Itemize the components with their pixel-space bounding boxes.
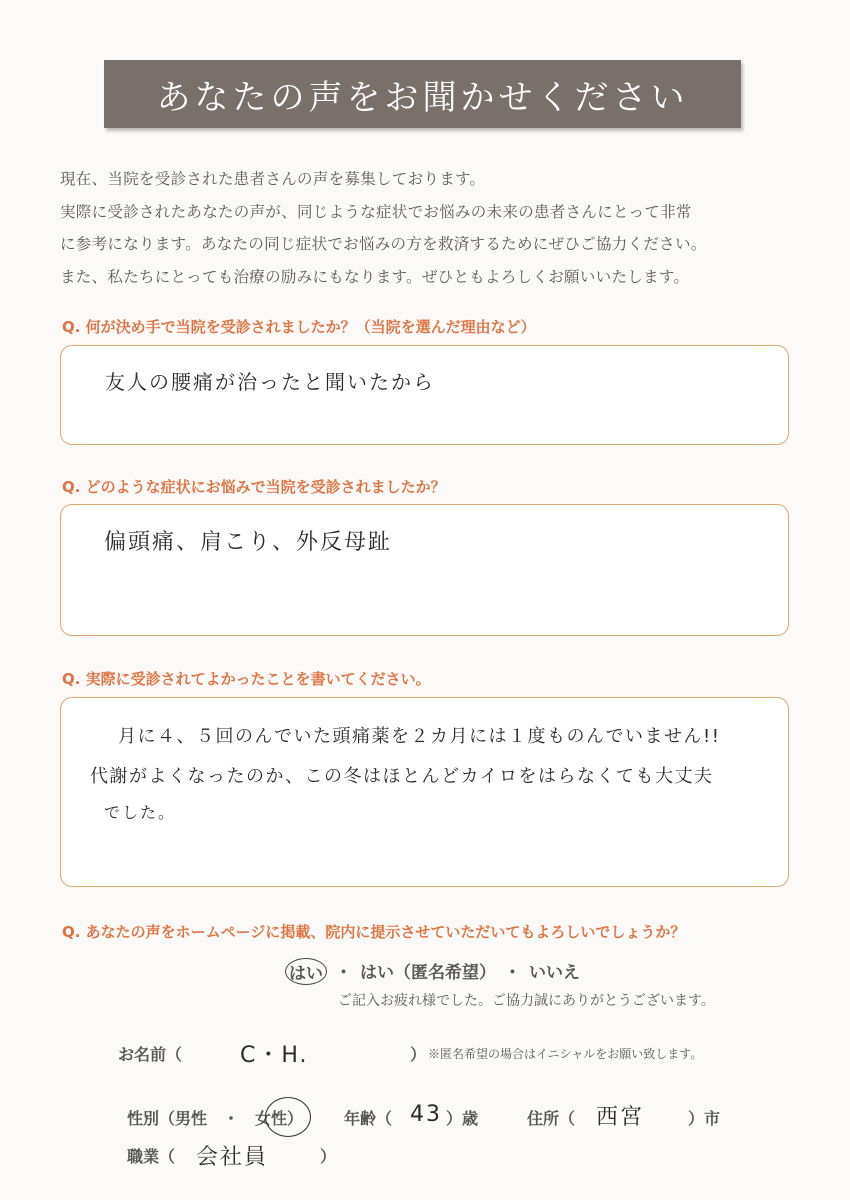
answer-box-1[interactable] [60, 345, 789, 445]
job-label: 職業（ [127, 1147, 176, 1166]
intro-line: に参考になります。あなたの同じ症状でお悩みの方を救済するためにぜひご協力ください。 [60, 235, 707, 253]
gender-circle-mark [265, 1097, 311, 1137]
name-label: お名前（ [118, 1045, 183, 1064]
answer-3-line-1: 月に４、５回のんでいた頭痛薬を２カ月には１度ものんでいません!! [118, 726, 721, 747]
name-note: ※匿名希望の場合はイニシャルをお願い致します。 [428, 1047, 703, 1061]
address-suffix: ）市 [688, 1109, 721, 1128]
question-2: Q. どのような症状にお悩みで当院を受診されましたか？ [62, 478, 446, 496]
age-label: 年齢（ [344, 1109, 393, 1128]
option-separator: ・ [335, 963, 352, 983]
answer-3-line-2: 代謝がよくなったのか、この冬はほとんどカイロをはらなくても大丈夫 [90, 766, 714, 787]
thanks-text: ご記入お疲れ様でした。ご協力誠にありがとうございます。 [338, 993, 715, 1009]
answer-2-text: 偏頭痛、肩こり、外反母趾 [104, 530, 393, 555]
job-close: ） [320, 1147, 337, 1166]
question-3: Q. 実際に受診されてよかったことを書いてください。 [62, 670, 431, 688]
answer-box-2[interactable] [60, 504, 789, 636]
option-no[interactable]: いいえ [529, 963, 580, 983]
age-suffix: ）歳 [446, 1109, 479, 1128]
title-banner [104, 60, 741, 128]
name-value[interactable]: C・H. [240, 1043, 309, 1068]
name-close: ） [410, 1045, 427, 1064]
answer-1-text: 友人の腰痛が治ったと聞いたから [105, 370, 435, 394]
job-value[interactable]: 会社員 [196, 1145, 269, 1170]
answer-3-line-3: でした。 [104, 803, 177, 822]
intro-text [60, 163, 800, 293]
consent-options [285, 958, 580, 985]
age-value[interactable]: 43 [410, 1102, 442, 1127]
gender-label: 性別（男性 ・ 女性） [127, 1109, 304, 1128]
question-4: Q. あなたの声をホームページに掲載、院内に提示させていただいてもよろしいでしょうか？ [62, 923, 686, 941]
intro-line: また、私たちにとっても治療の励みにもなります。ぜひともよろしくお願いいたします。 [60, 267, 690, 286]
intro-line: 現在、当院を受診された患者さんの声を募集しております。 [60, 170, 486, 188]
option-yes[interactable]: はい [285, 958, 327, 985]
intro-line: 実際に受診されたあなたの声が、同じような症状でお悩みの未来の患者さんにとって非常 [60, 202, 692, 221]
option-yes-anonymous[interactable]: はい（匿名希望） [360, 963, 496, 983]
address-value[interactable]: 西宮 [596, 1105, 645, 1130]
option-separator: ・ [504, 963, 521, 983]
address-label: 住所（ [527, 1109, 576, 1128]
question-1: Q. 何が決め手で当院を受診されましたか？（当院を選んだ理由など） [62, 318, 536, 336]
page-title: あなたの声をお聞かせください [156, 77, 689, 118]
